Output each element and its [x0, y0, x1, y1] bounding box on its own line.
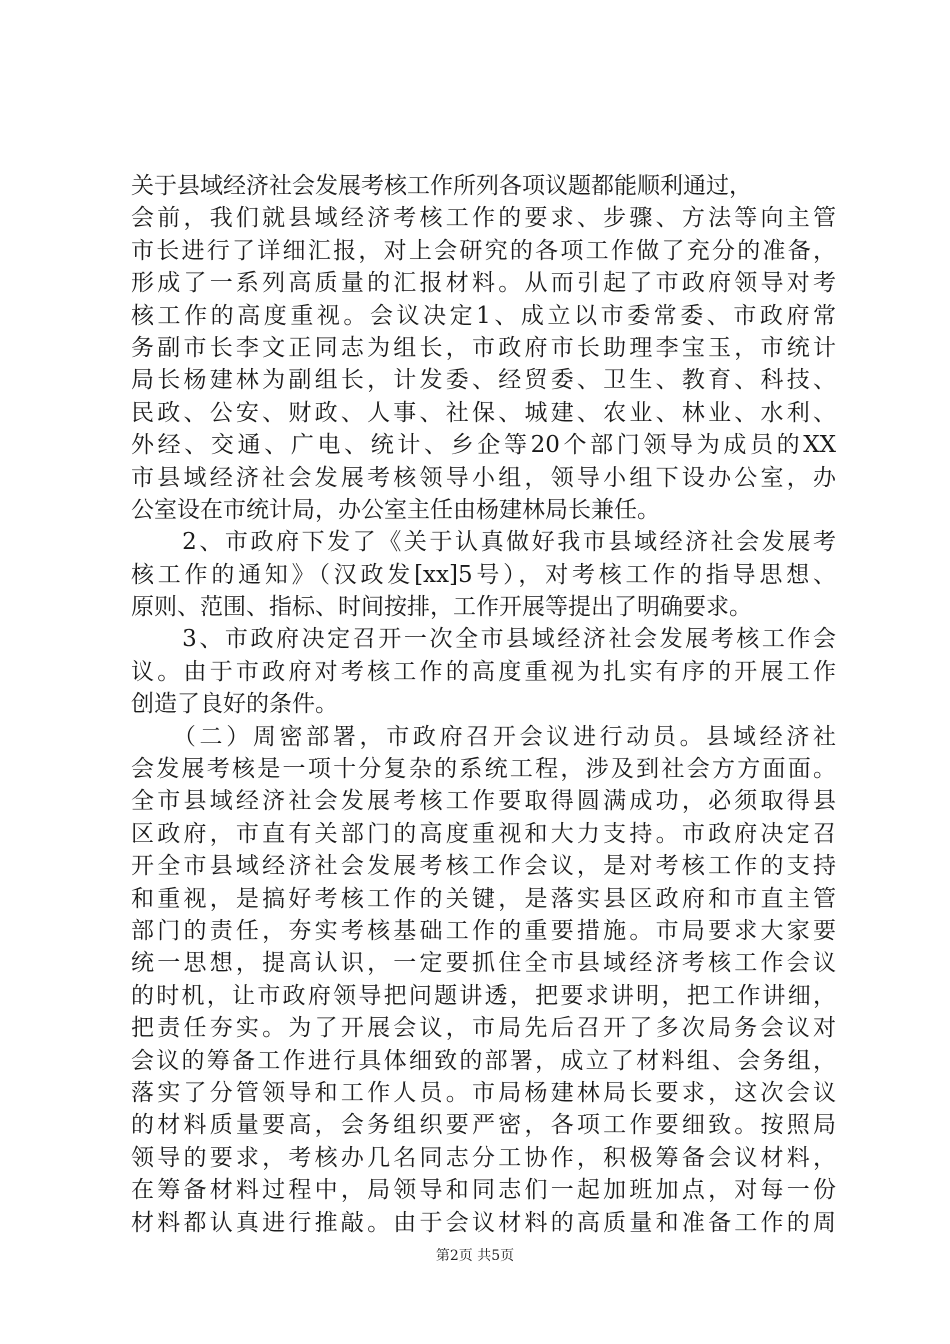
- text-line: 会议的筹备工作进行具体细致的部署，成立了材料组、会务组，: [131, 1047, 836, 1074]
- text-line: 外经、交通、广电、统计、乡企等20个部门领导为成员的XX: [131, 432, 836, 459]
- text-line: 的时机，让市政府领导把问题讲透，把要求讲明，把工作讲细，: [131, 982, 836, 1009]
- document-body: [131, 170, 836, 1239]
- text-line: 会前，我们就县域经济考核工作的要求、步骤、方法等向主管: [131, 205, 836, 232]
- text-line: 民政、公安、财政、人事、社保、城建、农业、林业、水利、: [131, 399, 836, 426]
- page-footer: 第2页 共5页: [435, 1248, 515, 1264]
- text-line: 在筹备材料过程中，局领导和同志们一起加班加点，对每一份: [131, 1177, 836, 1204]
- text-line: 会发展考核是一项十分复杂的系统工程，涉及到社会方方面面。: [131, 756, 836, 783]
- text-line: 3、市政府决定召开一次全市县域经济社会发展考核工作会: [131, 626, 836, 653]
- text-line: 局长杨建林为副组长，计发委、经贸委、卫生、教育、科技、: [131, 367, 836, 394]
- text-line: 原则、范围、指标、时间按排，工作开展等提出了明确要求。: [131, 594, 752, 621]
- text-line: 部门的责任，夯实考核基础工作的重要措施。市局要求大家要: [131, 917, 836, 944]
- text-line: 落实了分管领导和工作人员。市局杨建林局长要求，这次会议: [131, 1079, 836, 1106]
- text-line: 区政府，市直有关部门的高度重视和大力支持。市政府决定召: [131, 820, 836, 847]
- text-line: 把责任夯实。为了开展会议，市局先后召开了多次局务会议对: [131, 1015, 836, 1042]
- text-line: 和重视，是搞好考核工作的关键，是落实县区政府和市直主管: [131, 885, 836, 912]
- text-line: 核工作的高度重视。会议决定1、成立以市委常委、市政府常: [131, 302, 836, 329]
- text-line: 形成了一系列高质量的汇报材料。从而引起了市政府领导对考: [131, 270, 836, 297]
- text-line: 市县域经济社会发展考核领导小组，领导小组下设办公室，办: [131, 464, 836, 491]
- text-line: 统一思想，提高认识，一定要抓住全市县域经济考核工作会议: [131, 950, 836, 977]
- text-line: 核工作的通知》（汉政发[xx]5号），对考核工作的指导思想、: [131, 561, 836, 588]
- text-line: 务副市长李文正同志为组长，市政府市长助理李宝玉，市统计: [131, 334, 836, 361]
- text-line: 开全市县域经济社会发展考核工作会议，是对考核工作的支持: [131, 853, 836, 880]
- text-line: （二）周密部署，市政府召开会议进行动员。县域经济社: [131, 723, 836, 750]
- text-line: 公室设在市统计局，办公室主任由杨建林局长兼任。: [131, 496, 660, 523]
- text-line: 领导的要求，考核办几名同志分工协作，积极筹备会议材料，: [131, 1144, 836, 1171]
- text-line: 全市县域经济社会发展考核工作要取得圆满成功，必须取得县: [131, 788, 836, 815]
- text-line: 创造了良好的条件。: [131, 691, 338, 718]
- text-line: 关于县域经济社会发展考核工作所列各项议题都能顺利通过，: [131, 173, 752, 199]
- text-line: 的材料质量要高，会务组织要严密，各项工作要细致。按照局: [131, 1112, 836, 1139]
- text-line: 市长进行了详细汇报，对上会研究的各项工作做了充分的准备，: [131, 237, 836, 264]
- text-line: 2、市政府下发了《关于认真做好我市县域经济社会发展考: [131, 529, 836, 556]
- text-line: 议。由于市政府对考核工作的高度重视为扎实有序的开展工作: [131, 658, 836, 685]
- text-line: 材料都认真进行推敲。由于会议材料的高质量和准备工作的周: [131, 1209, 836, 1236]
